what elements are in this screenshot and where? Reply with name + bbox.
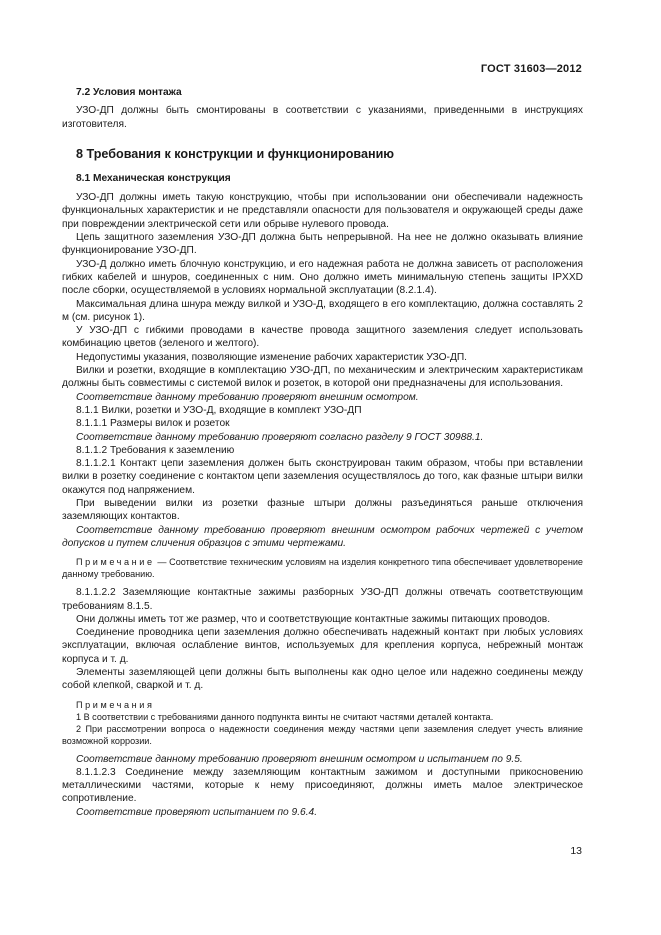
subsection-8-1-1-2-2: 8.1.1.2.2 Заземляющие контактные зажимы разборных УЗО-ДП должны отвечать соответствующим требованиям 8.1.5. bbox=[62, 587, 583, 612]
paragraph: При выведении вилки из розетки фазные штыри должны разъединяться раньше отключения заземляющих контактов. bbox=[62, 498, 583, 523]
subsection-8-1-1-1: 8.1.1.1 Размеры вилок и розеток bbox=[76, 418, 230, 430]
notes-label: Примечания bbox=[76, 699, 155, 710]
paragraph: Они должны иметь тот же размер, что и соответствующие контактные зажимы питающих проводов. bbox=[76, 613, 551, 625]
subsection-8-1-1-2-3: 8.1.1.2.3 Соединение между заземляющим контактным зажимом и доступными прикосновению металлическими частями, которые к нему присоединяют, должны иметь малое электрическое сопротивление. bbox=[62, 766, 583, 805]
paragraph: Максимальная длина шнура между вилкой и УЗО-Д, входящего в его комплектацию, должна составлять 2 м (см. рисунок 1). bbox=[62, 298, 583, 323]
paragraph: УЗО-Д должно иметь блочную конструкцию, и его надежная работа не должна зависеть от расположения гибких кабелей и шнуров, соединенных с ним. Оно должно иметь минимальную степень защиты IPXXD после сборки, осуществляемой в условиях нормальной эксплуатации (8.2.1.4). bbox=[62, 258, 583, 297]
section-7-2-heading: 7.2 Условия монтажа bbox=[76, 87, 182, 98]
paragraph: Цепь защитного заземления УЗО-ДП должна быть непрерывной. На нее не должно оказывать влияние функционирование УЗО-ДП. bbox=[62, 232, 583, 257]
paragraph: Недопустимы указания, позволяющие изменение рабочих характеристик УЗО-ДП. bbox=[76, 351, 467, 363]
subsection-8-1-1-2-1: 8.1.1.2.1 Контакт цепи заземления должен быть сконструирован таким образом, чтобы при вставлении вилки в розетку соединение с контактом цепи заземления осуществлялось до того, как фазные штыри вилки окажутся под напряжением. bbox=[62, 458, 583, 496]
compliance-check: Соответствие данному требованию проверяют внешним осмотром рабочих чертежей с учетом допусков и путем сличения образцов с этими чертежами. bbox=[62, 524, 583, 549]
paragraph: Элементы заземляющей цепи должны быть выполнены как одно целое или надежно соединены между собой клепкой, сваркой и т. д. bbox=[62, 666, 583, 692]
compliance-check: Соответствие проверяют испытанием по 9.6.4. bbox=[76, 806, 318, 818]
compliance-check: Соответствие данному требованию проверяют согласно разделу 9 ГОСТ 30988.1. bbox=[76, 431, 484, 443]
page-body bbox=[62, 86, 583, 819]
note-text: — Соответствие техническим условиям на изделия конкретного типа обеспечивает удовлетворение данному требованию. bbox=[62, 557, 583, 580]
page-number: 13 bbox=[570, 845, 582, 857]
note-item: 2 При рассмотрении вопроса о надежности соединения между частями цепи заземления следует учесть влияние возможной коррозии. bbox=[62, 723, 583, 746]
section-8-1-heading: 8.1 Механическая конструкция bbox=[76, 172, 231, 184]
note-item: 1 В соответствии с требованиями данного подпункта винты не считают частями деталей контакта. bbox=[76, 711, 494, 722]
note bbox=[62, 556, 583, 580]
paragraph: У УЗО-ДП с гибкими проводами в качестве провода защитного заземления следует использовать комбинацию цветов (зеленого и желтого). bbox=[62, 325, 583, 350]
document-code: ГОСТ 31603—2012 bbox=[480, 63, 582, 75]
paragraph: Вилки и розетки, входящие в комплектацию УЗО-ДП, по механическим и электрическим характеристикам должны быть совместимы с системой вилок и розеток, в которой они предназначены для использования. bbox=[62, 365, 583, 390]
section-7-2-text: УЗО-ДП должны быть смонтированы в соответствии с указаниями, приведенными в инструкциях изготовителя. bbox=[62, 105, 583, 130]
subsection-8-1-1: 8.1.1 Вилки, розетки и УЗО-Д, входящие в комплект УЗО-ДП bbox=[76, 404, 362, 416]
subsection-8-1-1-2: 8.1.1.2 Требования к заземлению bbox=[76, 444, 235, 456]
compliance-check: Соответствие данному требованию проверяют внешним осмотром. bbox=[76, 391, 419, 403]
note-label: Примечание bbox=[76, 557, 155, 568]
paragraph: УЗО-ДП должны иметь такую конструкцию, чтобы при использовании они обеспечивали надежность функциональных характеристик и не представляли опасности для пользователя и окружающей среды даже при повреждении электрической сети или обрыве нулевого провода. bbox=[62, 192, 583, 230]
compliance-check: Соответствие данному требованию проверяют внешним осмотром и испытанием по 9.5. bbox=[76, 753, 523, 765]
paragraph: Соединение проводника цепи заземления должно обеспечивать надежный контакт при любых условиях эксплуатации, включая ослабление винтов, используемых для крепления корпуса, небрежный монтаж корпуса и т. д. bbox=[62, 627, 583, 665]
section-8-heading: 8 Требования к конструкции и функционированию bbox=[76, 146, 395, 161]
